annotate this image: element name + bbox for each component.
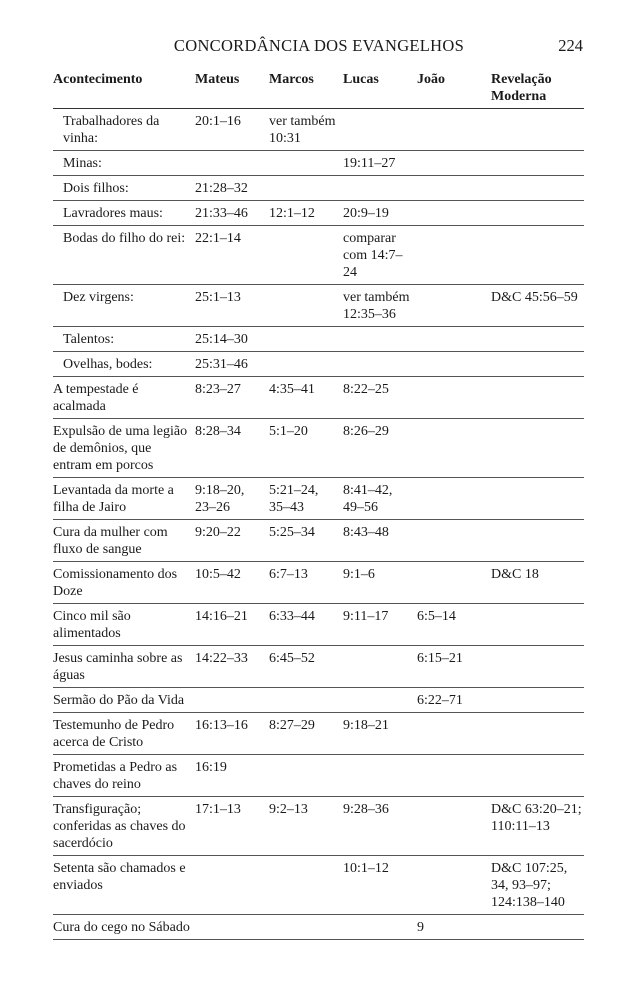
- cell-lucas: [343, 109, 417, 151]
- cell-marcos: [269, 327, 343, 352]
- cell-event: Levantada da morte a filha de Jairo: [53, 478, 195, 520]
- cell-revelacao: D&C 107:25, 34, 93–97; 124:138–140: [491, 856, 584, 915]
- column-header-marcos: Marcos: [269, 68, 343, 109]
- cell-lucas: 9:28–36: [343, 797, 417, 856]
- table-row: [53, 176, 584, 201]
- cell-event: Jesus caminha sobre as águas: [53, 646, 195, 688]
- cell-mateus: [195, 688, 269, 713]
- page-header: [0, 36, 638, 60]
- cell-lucas: 9:18–21: [343, 713, 417, 755]
- table-row: [53, 520, 584, 562]
- table-row: [53, 352, 584, 377]
- table-row: [53, 327, 584, 352]
- cell-joao: [417, 327, 491, 352]
- cell-marcos: [269, 915, 343, 940]
- table-row: [53, 377, 584, 419]
- cell-marcos: [269, 285, 343, 327]
- cell-revelacao: [491, 151, 584, 176]
- table-row: [53, 562, 584, 604]
- cell-joao: [417, 352, 491, 377]
- cell-revelacao: [491, 419, 584, 478]
- cell-joao: [417, 201, 491, 226]
- table-row: [53, 713, 584, 755]
- column-header-revelacao: Revelação Moderna: [491, 68, 584, 109]
- cell-event: Testemunho de Pedro acerca de Cristo: [53, 713, 195, 755]
- cell-lucas: [343, 327, 417, 352]
- cell-marcos: 5:25–34: [269, 520, 343, 562]
- cell-event: A tempestade é acalmada: [53, 377, 195, 419]
- cell-joao: [417, 377, 491, 419]
- cell-lucas: [343, 176, 417, 201]
- cell-revelacao: [491, 327, 584, 352]
- cell-joao: [417, 562, 491, 604]
- cell-lucas: comparar com 14:7–24: [343, 226, 417, 285]
- table-row: [53, 285, 584, 327]
- column-header-event: Acontecimento: [53, 68, 195, 109]
- cell-mateus: 21:28–32: [195, 176, 269, 201]
- cell-mateus: 14:22–33: [195, 646, 269, 688]
- cell-lucas: 9:11–17: [343, 604, 417, 646]
- cell-event: Minas:: [53, 151, 195, 176]
- cell-lucas: 9:1–6: [343, 562, 417, 604]
- table-row: [53, 755, 584, 797]
- cell-joao: [417, 285, 491, 327]
- cell-marcos: 5:21–24, 35–43: [269, 478, 343, 520]
- cell-mateus: 9:18–20, 23–26: [195, 478, 269, 520]
- cell-mateus: 9:20–22: [195, 520, 269, 562]
- cell-lucas: 8:41–42, 49–56: [343, 478, 417, 520]
- cell-revelacao: [491, 478, 584, 520]
- cell-revelacao: [491, 109, 584, 151]
- cell-joao: [417, 755, 491, 797]
- cell-marcos: [269, 352, 343, 377]
- cell-marcos: 6:7–13: [269, 562, 343, 604]
- cell-revelacao: [491, 226, 584, 285]
- table-header-row: [53, 68, 584, 109]
- page-title: CONCORDÂNCIA DOS EVANGELHOS: [173, 36, 465, 55]
- cell-marcos: 12:1–12: [269, 201, 343, 226]
- table-row: [53, 478, 584, 520]
- cell-joao: [417, 713, 491, 755]
- table-row: [53, 419, 584, 478]
- cell-marcos: [269, 688, 343, 713]
- cell-marcos: 9:2–13: [269, 797, 343, 856]
- cell-joao: [417, 856, 491, 915]
- cell-mateus: 17:1–13: [195, 797, 269, 856]
- cell-event: Bodas do filho do rei:: [53, 226, 195, 285]
- cell-revelacao: [491, 604, 584, 646]
- page-number: 224: [558, 36, 583, 55]
- cell-revelacao: D&C 45:56–59: [491, 285, 584, 327]
- cell-joao: [417, 797, 491, 856]
- cell-marcos: [269, 176, 343, 201]
- cell-marcos: [269, 856, 343, 915]
- cell-joao: [417, 109, 491, 151]
- column-header-lucas: Lucas: [343, 68, 417, 109]
- cell-joao: [417, 176, 491, 201]
- cell-mateus: [195, 856, 269, 915]
- cell-lucas: [343, 646, 417, 688]
- cell-mateus: 25:1–13: [195, 285, 269, 327]
- cell-marcos: 6:45–52: [269, 646, 343, 688]
- cell-revelacao: [491, 915, 584, 940]
- cell-lucas: 8:22–25: [343, 377, 417, 419]
- cell-lucas: 8:26–29: [343, 419, 417, 478]
- cell-joao: 6:22–71: [417, 688, 491, 713]
- cell-event: Expulsão de uma legião de demônios, que entram em porcos: [53, 419, 195, 478]
- cell-revelacao: [491, 176, 584, 201]
- cell-revelacao: [491, 755, 584, 797]
- cell-event: Talentos:: [53, 327, 195, 352]
- cell-revelacao: D&C 63:20–21; 110:11–13: [491, 797, 584, 856]
- table-row: [53, 604, 584, 646]
- cell-mateus: 16:13–16: [195, 713, 269, 755]
- cell-mateus: 14:16–21: [195, 604, 269, 646]
- cell-event: Cura do cego no Sábado: [53, 915, 195, 940]
- table-row: [53, 915, 584, 940]
- cell-mateus: [195, 151, 269, 176]
- cell-event: Dois filhos:: [53, 176, 195, 201]
- cell-mateus: 16:19: [195, 755, 269, 797]
- cell-joao: 6:15–21: [417, 646, 491, 688]
- cell-event: Cura da mulher com fluxo de sangue: [53, 520, 195, 562]
- cell-lucas: 8:43–48: [343, 520, 417, 562]
- table-row: [53, 201, 584, 226]
- cell-lucas: ver também 12:35–36: [343, 285, 417, 327]
- gospel-concordance-table: [53, 68, 584, 940]
- cell-mateus: 22:1–14: [195, 226, 269, 285]
- cell-revelacao: [491, 713, 584, 755]
- cell-marcos: ver também 10:31: [269, 109, 343, 151]
- cell-joao: [417, 419, 491, 478]
- table-row: [53, 109, 584, 151]
- table-row: [53, 797, 584, 856]
- cell-lucas: [343, 915, 417, 940]
- cell-event: Sermão do Pão da Vida: [53, 688, 195, 713]
- cell-joao: 6:5–14: [417, 604, 491, 646]
- table-row: [53, 856, 584, 915]
- cell-marcos: [269, 755, 343, 797]
- cell-joao: [417, 151, 491, 176]
- cell-marcos: [269, 151, 343, 176]
- cell-event: Comissionamento dos Doze: [53, 562, 195, 604]
- cell-mateus: 25:31–46: [195, 352, 269, 377]
- cell-lucas: [343, 755, 417, 797]
- cell-lucas: 20:9–19: [343, 201, 417, 226]
- cell-event: Prometidas a Pedro as chaves do reino: [53, 755, 195, 797]
- cell-revelacao: [491, 646, 584, 688]
- column-header-joao: João: [417, 68, 491, 109]
- cell-lucas: [343, 352, 417, 377]
- cell-joao: 9: [417, 915, 491, 940]
- cell-mateus: 21:33–46: [195, 201, 269, 226]
- column-header-mateus: Mateus: [195, 68, 269, 109]
- cell-event: Setenta são chamados e enviados: [53, 856, 195, 915]
- cell-mateus: 20:1–16: [195, 109, 269, 151]
- cell-joao: [417, 520, 491, 562]
- cell-event: Cinco mil são alimentados: [53, 604, 195, 646]
- cell-marcos: 6:33–44: [269, 604, 343, 646]
- table-row: [53, 688, 584, 713]
- cell-marcos: 4:35–41: [269, 377, 343, 419]
- cell-event: Trabalhadores da vinha:: [53, 109, 195, 151]
- cell-lucas: [343, 688, 417, 713]
- cell-event: Dez virgens:: [53, 285, 195, 327]
- cell-joao: [417, 226, 491, 285]
- cell-revelacao: [491, 377, 584, 419]
- cell-marcos: 8:27–29: [269, 713, 343, 755]
- cell-revelacao: [491, 688, 584, 713]
- table-body: [53, 109, 584, 940]
- table-row: [53, 646, 584, 688]
- cell-revelacao: D&C 18: [491, 562, 584, 604]
- cell-mateus: 8:23–27: [195, 377, 269, 419]
- cell-event: Lavradores maus:: [53, 201, 195, 226]
- cell-event: Transfiguração; conferidas as chaves do sacerdócio: [53, 797, 195, 856]
- cell-lucas: 10:1–12: [343, 856, 417, 915]
- table-row: [53, 226, 584, 285]
- cell-joao: [417, 478, 491, 520]
- cell-revelacao: [491, 520, 584, 562]
- cell-mateus: 10:5–42: [195, 562, 269, 604]
- cell-revelacao: [491, 201, 584, 226]
- cell-mateus: [195, 915, 269, 940]
- cell-revelacao: [491, 352, 584, 377]
- cell-mateus: 8:28–34: [195, 419, 269, 478]
- table-row: [53, 151, 584, 176]
- cell-event: Ovelhas, bodes:: [53, 352, 195, 377]
- cell-mateus: 25:14–30: [195, 327, 269, 352]
- cell-marcos: 5:1–20: [269, 419, 343, 478]
- cell-lucas: 19:11–27: [343, 151, 417, 176]
- cell-marcos: [269, 226, 343, 285]
